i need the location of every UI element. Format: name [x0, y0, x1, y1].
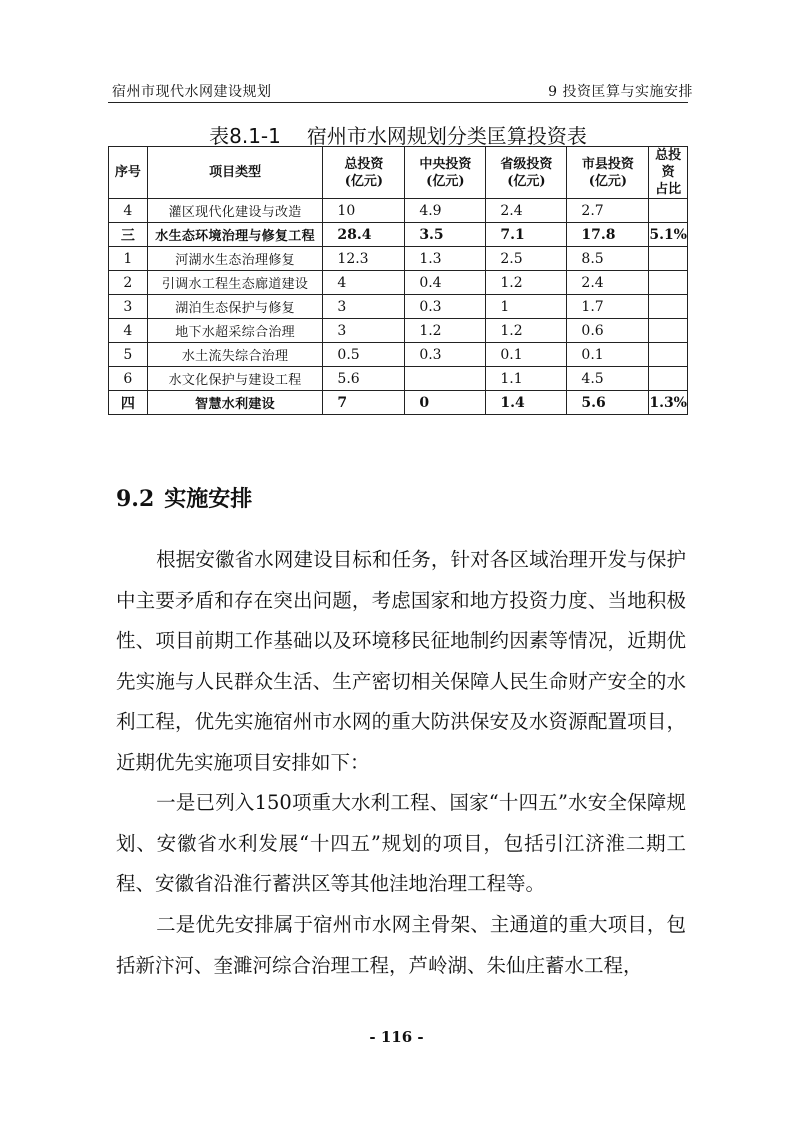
cell-type: 引调水工程生态廊道建设 — [147, 271, 323, 295]
running-header-left: 宿州市现代水网建设规划 — [112, 84, 272, 100]
cell-central: 0.3 — [405, 343, 486, 367]
cell-no: 1 — [109, 247, 148, 271]
cell-type: 河湖水生态治理修复 — [147, 247, 323, 271]
table-row — [109, 271, 688, 295]
cell-total: 0.5 — [323, 343, 405, 367]
cell-total: 3 — [323, 295, 405, 319]
page-number: - 116 - — [369, 1028, 424, 1046]
cell-total: 12.3 — [323, 247, 405, 271]
table-row — [109, 199, 688, 223]
cell-total: 10 — [323, 199, 405, 223]
cell-type: 湖泊生态保护与修复 — [147, 295, 323, 319]
cell-share — [649, 343, 688, 367]
cell-city: 1.7 — [567, 295, 649, 319]
cell-share: 1.3% — [649, 391, 688, 415]
column-header-total: 总投资 (亿元) — [323, 147, 405, 199]
cell-central: 0 — [405, 391, 486, 415]
cell-total: 5.6 — [323, 367, 405, 391]
cell-provincial: 1 — [486, 295, 567, 319]
cell-type: 水生态环境治理与修复工程 — [147, 223, 323, 247]
table-row — [109, 343, 688, 367]
cell-total: 28.4 — [323, 223, 405, 247]
cell-total: 3 — [323, 319, 405, 343]
cell-provincial: 1.2 — [486, 271, 567, 295]
cell-share — [649, 367, 688, 391]
column-header-type: 项目类型 — [147, 147, 323, 199]
cell-provincial: 2.5 — [486, 247, 567, 271]
cell-no: 三 — [109, 223, 148, 247]
table-row — [109, 223, 688, 247]
cell-no: 5 — [109, 343, 148, 367]
cell-type: 灌区现代化建设与改造 — [147, 199, 323, 223]
cell-type: 智慧水利建设 — [147, 391, 323, 415]
table-row — [109, 319, 688, 343]
cell-share — [649, 295, 688, 319]
table-row — [109, 367, 688, 391]
table-caption — [108, 120, 688, 149]
cell-city: 2.7 — [567, 199, 649, 223]
paragraph: 一是已列入150项重大水利工程、国家“十四五”水安全保障规划、安徽省水利发展“十四五”规划的项目，包括引江济淮二期工程、安徽省沿淮行蓄洪区等其他洼地治理工程等。 — [116, 791, 686, 895]
table-body — [109, 199, 688, 415]
table-header-row — [109, 147, 688, 199]
table-row — [109, 295, 688, 319]
cell-provincial: 0.1 — [486, 343, 567, 367]
column-header-provincial: 省级投资 (亿元) — [486, 147, 567, 199]
cell-city: 4.5 — [567, 367, 649, 391]
cell-provincial: 1.4 — [486, 391, 567, 415]
column-header-city: 市县投资 (亿元) — [567, 147, 649, 199]
section-heading — [116, 482, 252, 513]
cell-no: 3 — [109, 295, 148, 319]
running-header-right: 9 投资匡算与实施安排 — [548, 84, 693, 100]
cell-share — [649, 199, 688, 223]
table-caption-number: 表8.1-1 — [209, 124, 281, 148]
cell-type: 地下水超采综合治理 — [147, 319, 323, 343]
section-number: 9.2 — [116, 486, 155, 512]
cell-total: 7 — [323, 391, 405, 415]
paragraph: 根据安徽省水网建设目标和任务，针对各区域治理开发与保护中主要矛盾和存在突出问题，考虑国家和地方投资力度、当地积极性、项目前期工作基础以及环境移民征地制约因素等情况，近期优先实施与人民群众生活、生产密切相关保障人民生命财产安全的水利工程，优先实施宿州市水网的重大防洪保安及水资源配置项目，近期优先实施项目安排如下： — [116, 548, 686, 774]
cell-city: 0.6 — [567, 319, 649, 343]
cell-no: 四 — [109, 391, 148, 415]
header-divider — [108, 102, 688, 103]
cell-provincial: 7.1 — [486, 223, 567, 247]
cell-central: 3.5 — [405, 223, 486, 247]
column-header-central: 中央投资 (亿元) — [405, 147, 486, 199]
column-header-share: 总投资 占比 — [649, 147, 688, 199]
cell-type: 水土流失综合治理 — [147, 343, 323, 367]
cell-central — [405, 367, 486, 391]
cell-type: 水文化保护与建设工程 — [147, 367, 323, 391]
cell-no: 4 — [109, 319, 148, 343]
cell-share: 5.1% — [649, 223, 688, 247]
cell-central: 1.3 — [405, 247, 486, 271]
cell-city: 2.4 — [567, 271, 649, 295]
cell-city: 8.5 — [567, 247, 649, 271]
column-header-no: 序号 — [109, 147, 148, 199]
cell-no: 4 — [109, 199, 148, 223]
investment-table — [108, 146, 688, 415]
cell-central: 4.9 — [405, 199, 486, 223]
cell-central: 0.3 — [405, 295, 486, 319]
cell-share — [649, 247, 688, 271]
paragraph: 二是优先安排属于宿州市水网主骨架、主通道的重大项目，包括新汴河、奎濉河综合治理工程，芦岭湖、朱仙庄蓄水工程， — [116, 913, 686, 977]
cell-city: 0.1 — [567, 343, 649, 367]
cell-city: 17.8 — [567, 223, 649, 247]
cell-no: 2 — [109, 271, 148, 295]
cell-share — [649, 319, 688, 343]
cell-central: 0.4 — [405, 271, 486, 295]
cell-total: 4 — [323, 271, 405, 295]
cell-provincial: 1.1 — [486, 367, 567, 391]
table-row — [109, 391, 688, 415]
table-caption-title: 宿州市水网规划分类匡算投资表 — [306, 124, 587, 148]
cell-share — [649, 271, 688, 295]
cell-no: 6 — [109, 367, 148, 391]
cell-provincial: 1.2 — [486, 319, 567, 343]
cell-provincial: 2.4 — [486, 199, 567, 223]
cell-city: 5.6 — [567, 391, 649, 415]
section-title: 实施安排 — [164, 486, 253, 512]
table-row — [109, 247, 688, 271]
cell-central: 1.2 — [405, 319, 486, 343]
